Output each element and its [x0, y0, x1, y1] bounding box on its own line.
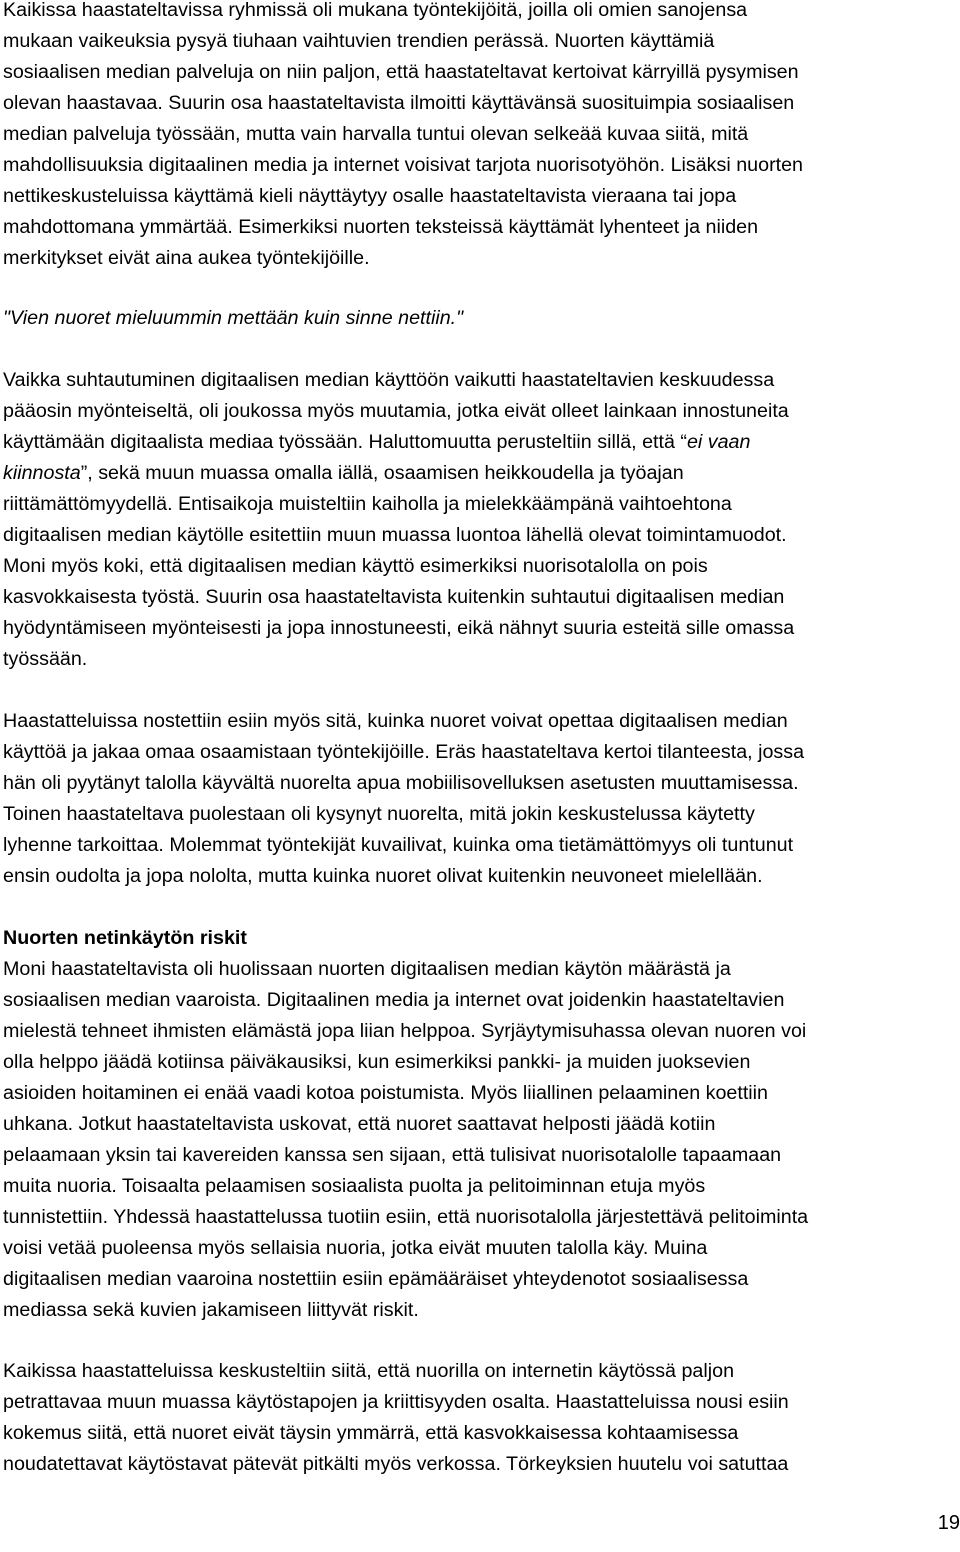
paragraph-line: asioiden hoitaminen ei enää vaadi kotoa poistumista. Myös liiallinen pelaaminen koettiin — [3, 1082, 768, 1104]
emphasis-text: kiinnosta — [3, 462, 81, 484]
paragraph-line: petrattavaa muun muassa käytöstapojen ja kriittisyyden osalta. Haastatteluissa nousi esiin — [3, 1391, 789, 1413]
paragraph-line: kasvokkaisesta työstä. Suurin osa haastateltavista kuitenkin suhtautui digitaalisen median — [3, 586, 785, 608]
paragraph-line: pelaamaan yksin tai kavereiden kanssa sen sijaan, että tulisivat nuorisotalolle tapaamaan — [3, 1144, 782, 1166]
paragraph-line: digitaalisen median käytölle esitettiin muun muassa luontoa lähellä olevat toimintamuodot. — [3, 524, 787, 546]
paragraph-line — [3, 458, 960, 489]
paragraph-line: Haastatteluissa nostettiin esiin myös sitä, kuinka nuoret voivat opettaa digitaalisen median — [3, 710, 788, 732]
paragraph-line: kokemus siitä, että nuoret eivät täysin ymmärrä, että kasvokkaisessa kohtaamisessa — [3, 1422, 739, 1444]
paragraph-line: Toinen haastateltava puolestaan oli kysynyt nuorelta, mitä jokin keskustelussa käytetty — [3, 803, 755, 825]
paragraph-line: olla helppo jäädä kotiinsa päiväkausiksi, kun esimerkiksi pankki- ja muiden juoksevien — [3, 1051, 751, 1073]
paragraph-line: riittämättömyydellä. Entisaikoja muisteltiin kaiholla ja mielekkäämpänä vaihtoehtona — [3, 493, 732, 515]
paragraph-line: uhkana. Jotkut haastateltavista uskovat, että nuoret saattavat helposti jäädä kotiin — [3, 1113, 716, 1135]
paragraph-line: hän oli pyytänyt talolla käyvältä nuorelta apua mobiilisovelluksen asetusten muuttamisessa. — [3, 772, 799, 794]
paragraph-line: ensin oudolta ja jopa nololta, mutta kuinka nuoret olivat kuitenkin neuvoneet mielellään. — [3, 865, 763, 887]
paragraph-line: mielestä tehneet ihmisten elämästä jopa liian helppoa. Syrjäytymisuhassa olevan nuoren voi — [3, 1020, 807, 1042]
emphasis-text: ei vaan — [686, 431, 751, 453]
paragraph-line: digitaalisen median vaaroina nostettiin esiin epämääräiset yhteydenotot sosiaalisessa — [3, 1268, 749, 1290]
paragraph-2 — [3, 365, 960, 675]
paragraph-line: Kaikissa haastatteluissa keskusteltiin siitä, että nuorilla on internetin käytössä paljon — [3, 1360, 735, 1382]
paragraph-line: voisi vetää puoleensa myös sellaisia nuoria, jotka eivät muuten talolla käy. Muina — [3, 1237, 708, 1259]
paragraph-line: Vaikka suhtautuminen digitaalisen median käyttöön vaikutti haastateltavien keskuudessa — [3, 369, 775, 391]
paragraph-text: käyttämään digitaalista mediaa työssään. Haluttomuutta perusteltiin sillä, että “ — [3, 431, 687, 453]
page-number: 19 — [937, 1512, 960, 1534]
paragraph-text: ”, sekä muun muassa omalla iällä, osaamisen heikkoudella ja työajan — [80, 462, 684, 484]
paragraph-line: mahdottomana ymmärtää. Esimerkiksi nuorten teksteissä käyttämät lyhenteet ja niiden — [3, 216, 759, 238]
quote — [3, 303, 960, 334]
paragraph-line: mukaan vaikeuksia pysyä tiuhaan vaihtuvien trendien perässä. Nuorten käyttämiä — [3, 30, 715, 52]
paragraph-4 — [3, 954, 960, 1326]
section-heading — [3, 923, 960, 954]
paragraph-line: Moni haastateltavista oli huolissaan nuorten digitaalisen median käytön määrästä ja — [3, 958, 731, 980]
paragraph-5 — [3, 1356, 960, 1480]
paragraph-line: median palveluja työssään, mutta vain harvalla tuntui olevan selkeää kuvaa siitä, mitä — [3, 123, 749, 145]
paragraph-line: sosiaalisen median palveluja on niin paljon, että haastateltavat kertoivat kärryillä pysymisen — [3, 61, 799, 83]
paragraph-line: työssään. — [3, 648, 88, 670]
paragraph-line: mediassa sekä kuvien jakamiseen liittyvät riskit. — [3, 1299, 419, 1321]
paragraph-line: olevan haastavaa. Suurin osa haastateltavista ilmoitti käyttävänsä suosituimpia sosiaalisen — [3, 92, 795, 114]
paragraph-line: sosiaalisen median vaaroista. Digitaalinen media ja internet ovat joidenkin haastateltavien — [3, 989, 785, 1011]
paragraph-line: merkitykset eivät aina aukea työntekijöille. — [3, 247, 370, 269]
paragraph-1 — [3, 0, 960, 274]
paragraph-line: tunnistettiin. Yhdessä haastattelussa tuotiin esiin, että nuorisotalolla järjestettävä pelitoiminta — [3, 1206, 809, 1228]
paragraph-line: nettikeskusteluissa käyttämä kieli näyttäytyy osalle haastateltavista vieraana tai jopa — [3, 185, 737, 207]
paragraph-3 — [3, 706, 960, 892]
section-heading-text: Nuorten netinkäytön riskit — [3, 927, 247, 949]
paragraph-line: hyödyntämiseen myönteisesti ja jopa innostuneesti, eikä nähnyt suuria esteitä sille omassa — [3, 617, 795, 639]
paragraph-line — [3, 427, 960, 458]
paragraph-line: käyttöä ja jakaa omaa osaamistaan työntekijöille. Eräs haastateltava kertoi tilanteesta, jossa — [3, 741, 805, 763]
paragraph-line: mahdollisuuksia digitaalinen media ja internet voisivat tarjota nuorisotyöhön. Lisäksi nuorten — [3, 154, 803, 176]
paragraph-line: Moni myös koki, että digitaalisen median käyttö esimerkiksi nuorisotalolla on pois — [3, 555, 708, 577]
paragraph-line: muita nuoria. Toisaalta pelaamisen sosiaalista puolta ja pelitoiminnan etuja myös — [3, 1175, 706, 1197]
paragraph-line: Kaikissa haastateltavissa ryhmissä oli mukana työntekijöitä, joilla oli omien sanojensa — [3, 0, 748, 21]
paragraph-line: pääosin myönteiseltä, oli joukossa myös muutamia, jotka eivät olleet lainkaan innostuneita — [3, 400, 789, 422]
quote-text: "Vien nuoret mieluummin mettään kuin sinne nettiin." — [3, 307, 464, 329]
paragraph-line: lyhenne tarkoittaa. Molemmat työntekijät kuvailivat, kuinka oma tietämättömyys oli tuntunut — [3, 834, 794, 856]
paragraph-line: noudatettavat käytöstavat pätevät pitkälti myös verkossa. Törkeyksien huutelu voi satuttaa — [3, 1453, 789, 1475]
